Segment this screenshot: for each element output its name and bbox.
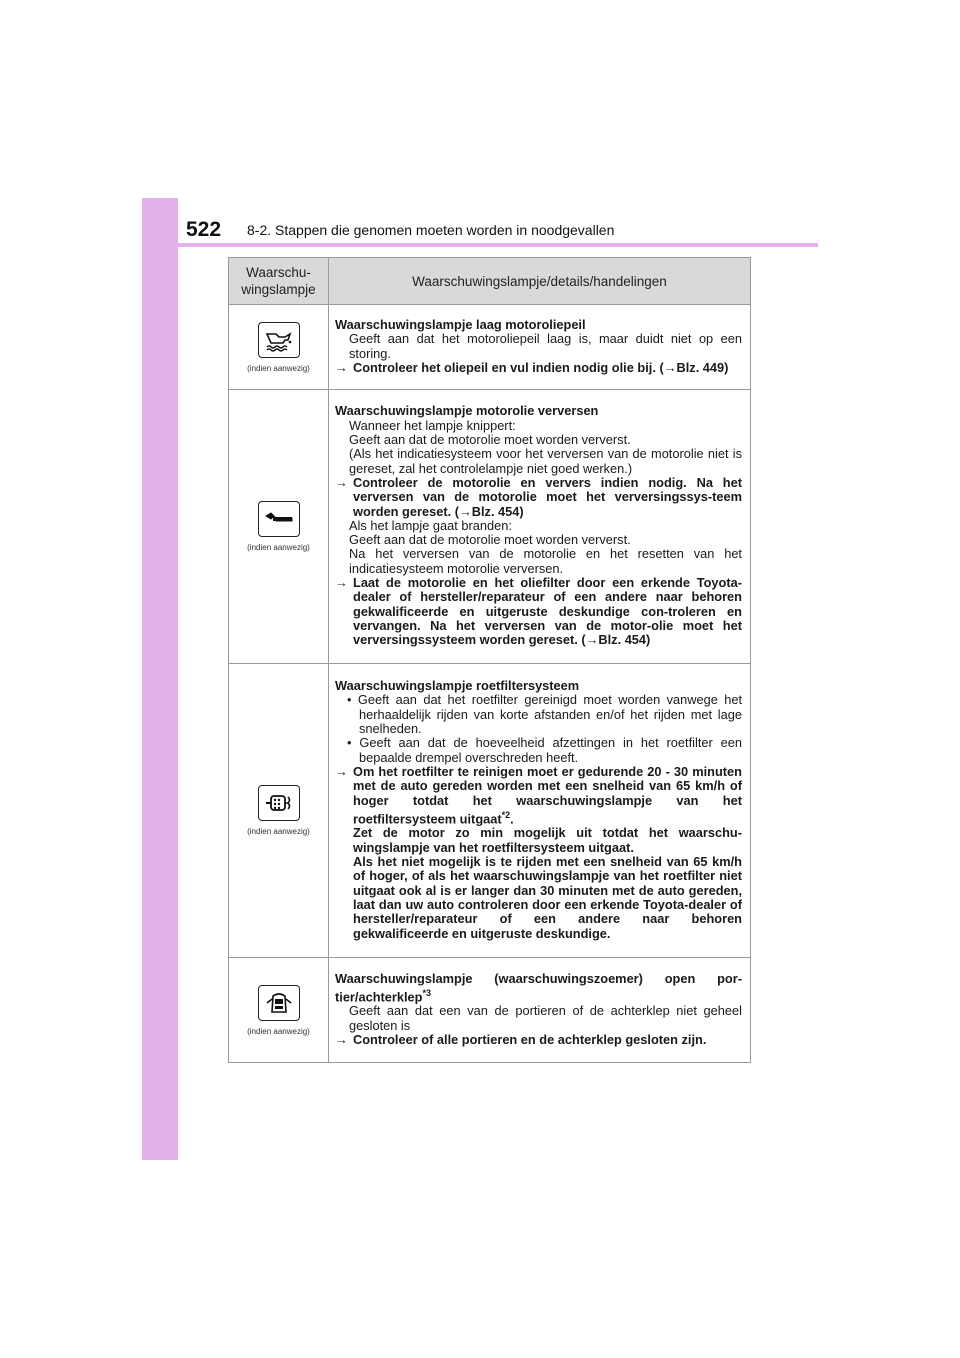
text-cell [329, 664, 751, 958]
list-item: • Geeft aan dat het roetfilter gereinigd moet worden vanwege het herhaaldelijk rijden van korte afstanden en/of het rijden met lage snelheden. [347, 692, 742, 737]
icon-cell [229, 664, 329, 958]
footnote-ref: *2 [501, 809, 511, 820]
table-row [229, 390, 751, 664]
icon-cell [229, 958, 329, 1063]
arrow-icon: → [335, 763, 348, 779]
row-title: Waarschuwingslampje motorolie verversen [335, 403, 599, 419]
row-text: Zet de motor zo min mogelijk uit totdat het waarschu-wingslampje van het roetfiltersysteem uitgaat. [353, 825, 742, 855]
header-rule [142, 243, 818, 247]
list-item: • Geeft aan dat de hoeveelheid afzettingen in het roetfilter een bepaalde drempel overschreden heeft. [347, 735, 742, 765]
arrow-icon: → [335, 474, 348, 490]
row-action: → Controleer de motorolie en ververs indien nodig. Na het verversen van de motorolie moet het verversingssys-teem worden gereset. (→Blz. 454) [335, 474, 742, 519]
row-title: Waarschuwingslampje roetfiltersysteem [335, 678, 580, 694]
row-action: → Om het roetfilter te reinigen moet er gedurende 20 - 30 minuten met de auto gereden worden met een snelheid van 65 km/h of hoger totdat het waarschuwingslampje van het roetfiltersysteem uitgaat$^{*2}$. [335, 763, 742, 827]
row-text: Na het verversen van de motorolie en het resetten van het indicatiesysteem motorolie verversen. [349, 546, 742, 576]
row-text: Geeft aan dat de motorolie moet worden ververst. [349, 532, 631, 548]
oil-level-icon [258, 322, 300, 358]
icon-caption: (indien aanwezig) [247, 827, 310, 836]
row-action: → Controleer het oliepeil en vul indien nodig olie bij. (→Blz. 449) [335, 359, 729, 375]
footnote-ref: *3 [422, 987, 432, 998]
icon-caption: (indien aanwezig) [247, 543, 310, 552]
section-title: 8-2. Stappen die genomen moeten worden in noodgevallen [247, 222, 615, 238]
row-text: Wanneer het lampje knippert: [349, 417, 516, 433]
icon-cell [229, 390, 329, 664]
row-description: Geeft aan dat een van de portieren of de achterklep niet geheel gesloten is [349, 1003, 742, 1033]
table-row [229, 305, 751, 390]
col-header-text: Waarschuwingslampje/details/handelingen [329, 258, 751, 305]
wrench-icon [258, 501, 300, 537]
row-text: (Als het indicatiesysteem voor het verversen van de motorolie niet is gereset, zal het controlelampje niet goed werken.) [349, 446, 742, 476]
icon-cell [229, 305, 329, 390]
row-title: Waarschuwingslampje laag motoroliepeil [335, 316, 586, 332]
row-action: → Controleer of alle portieren en de achterklep gesloten zijn. [335, 1032, 707, 1048]
text-cell [329, 390, 751, 664]
soot-filter-icon [258, 785, 300, 821]
row-text: Als het lampje gaat branden: [349, 517, 512, 533]
table-header-row [229, 258, 751, 305]
row-text: Als het niet mogelijk is te rijden met een snelheid van 65 km/h of hoger, of als het waarschuwingslampje van het roetfilter niet uitgaat ook al is er langer dan 30 minuten met de auto gereden, laat dan uw auto controleren door een erkende Toyota-dealer of hersteller/reparateur of een andere naar behoren gekwalificeerde en uitgeruste deskundige. [353, 854, 742, 941]
arrow-icon: → [335, 575, 348, 591]
side-strip [142, 198, 178, 1160]
row-action: → Laat de motorolie en het oliefilter door een erkende Toyota-dealer of hersteller/reparateur of een andere naar behoren gekwalificeerde en uitgeruste deskundige con-troleren en vervangen. Na het verversen van de motor-olie moet het verversingssysteem worden gereset. (→Blz. 454) [335, 575, 742, 648]
row-description: Geeft aan dat het motoroliepeil laag is, maar duidt niet op een storing. [349, 331, 742, 361]
open-door-icon [258, 985, 300, 1021]
text-cell [329, 305, 751, 390]
col-header-icon: Waarschu- wingslampje [229, 258, 329, 305]
arrow-icon: → [335, 359, 348, 375]
table-row [229, 664, 751, 958]
table-row [229, 958, 751, 1063]
icon-caption: (indien aanwezig) [247, 1026, 310, 1036]
warning-light-table [228, 257, 751, 1063]
row-title: Waarschuwingslampje (waarschuwingszoemer) open por-tier/achterklep$^{*3}$ [335, 970, 742, 1005]
arrow-icon: → [335, 1032, 348, 1048]
row-text: Geeft aan dat de motorolie moet worden ververst. [349, 432, 631, 448]
icon-caption: (indien aanwezig) [247, 363, 310, 373]
text-cell [329, 958, 751, 1063]
page-number: 522 [186, 218, 222, 241]
